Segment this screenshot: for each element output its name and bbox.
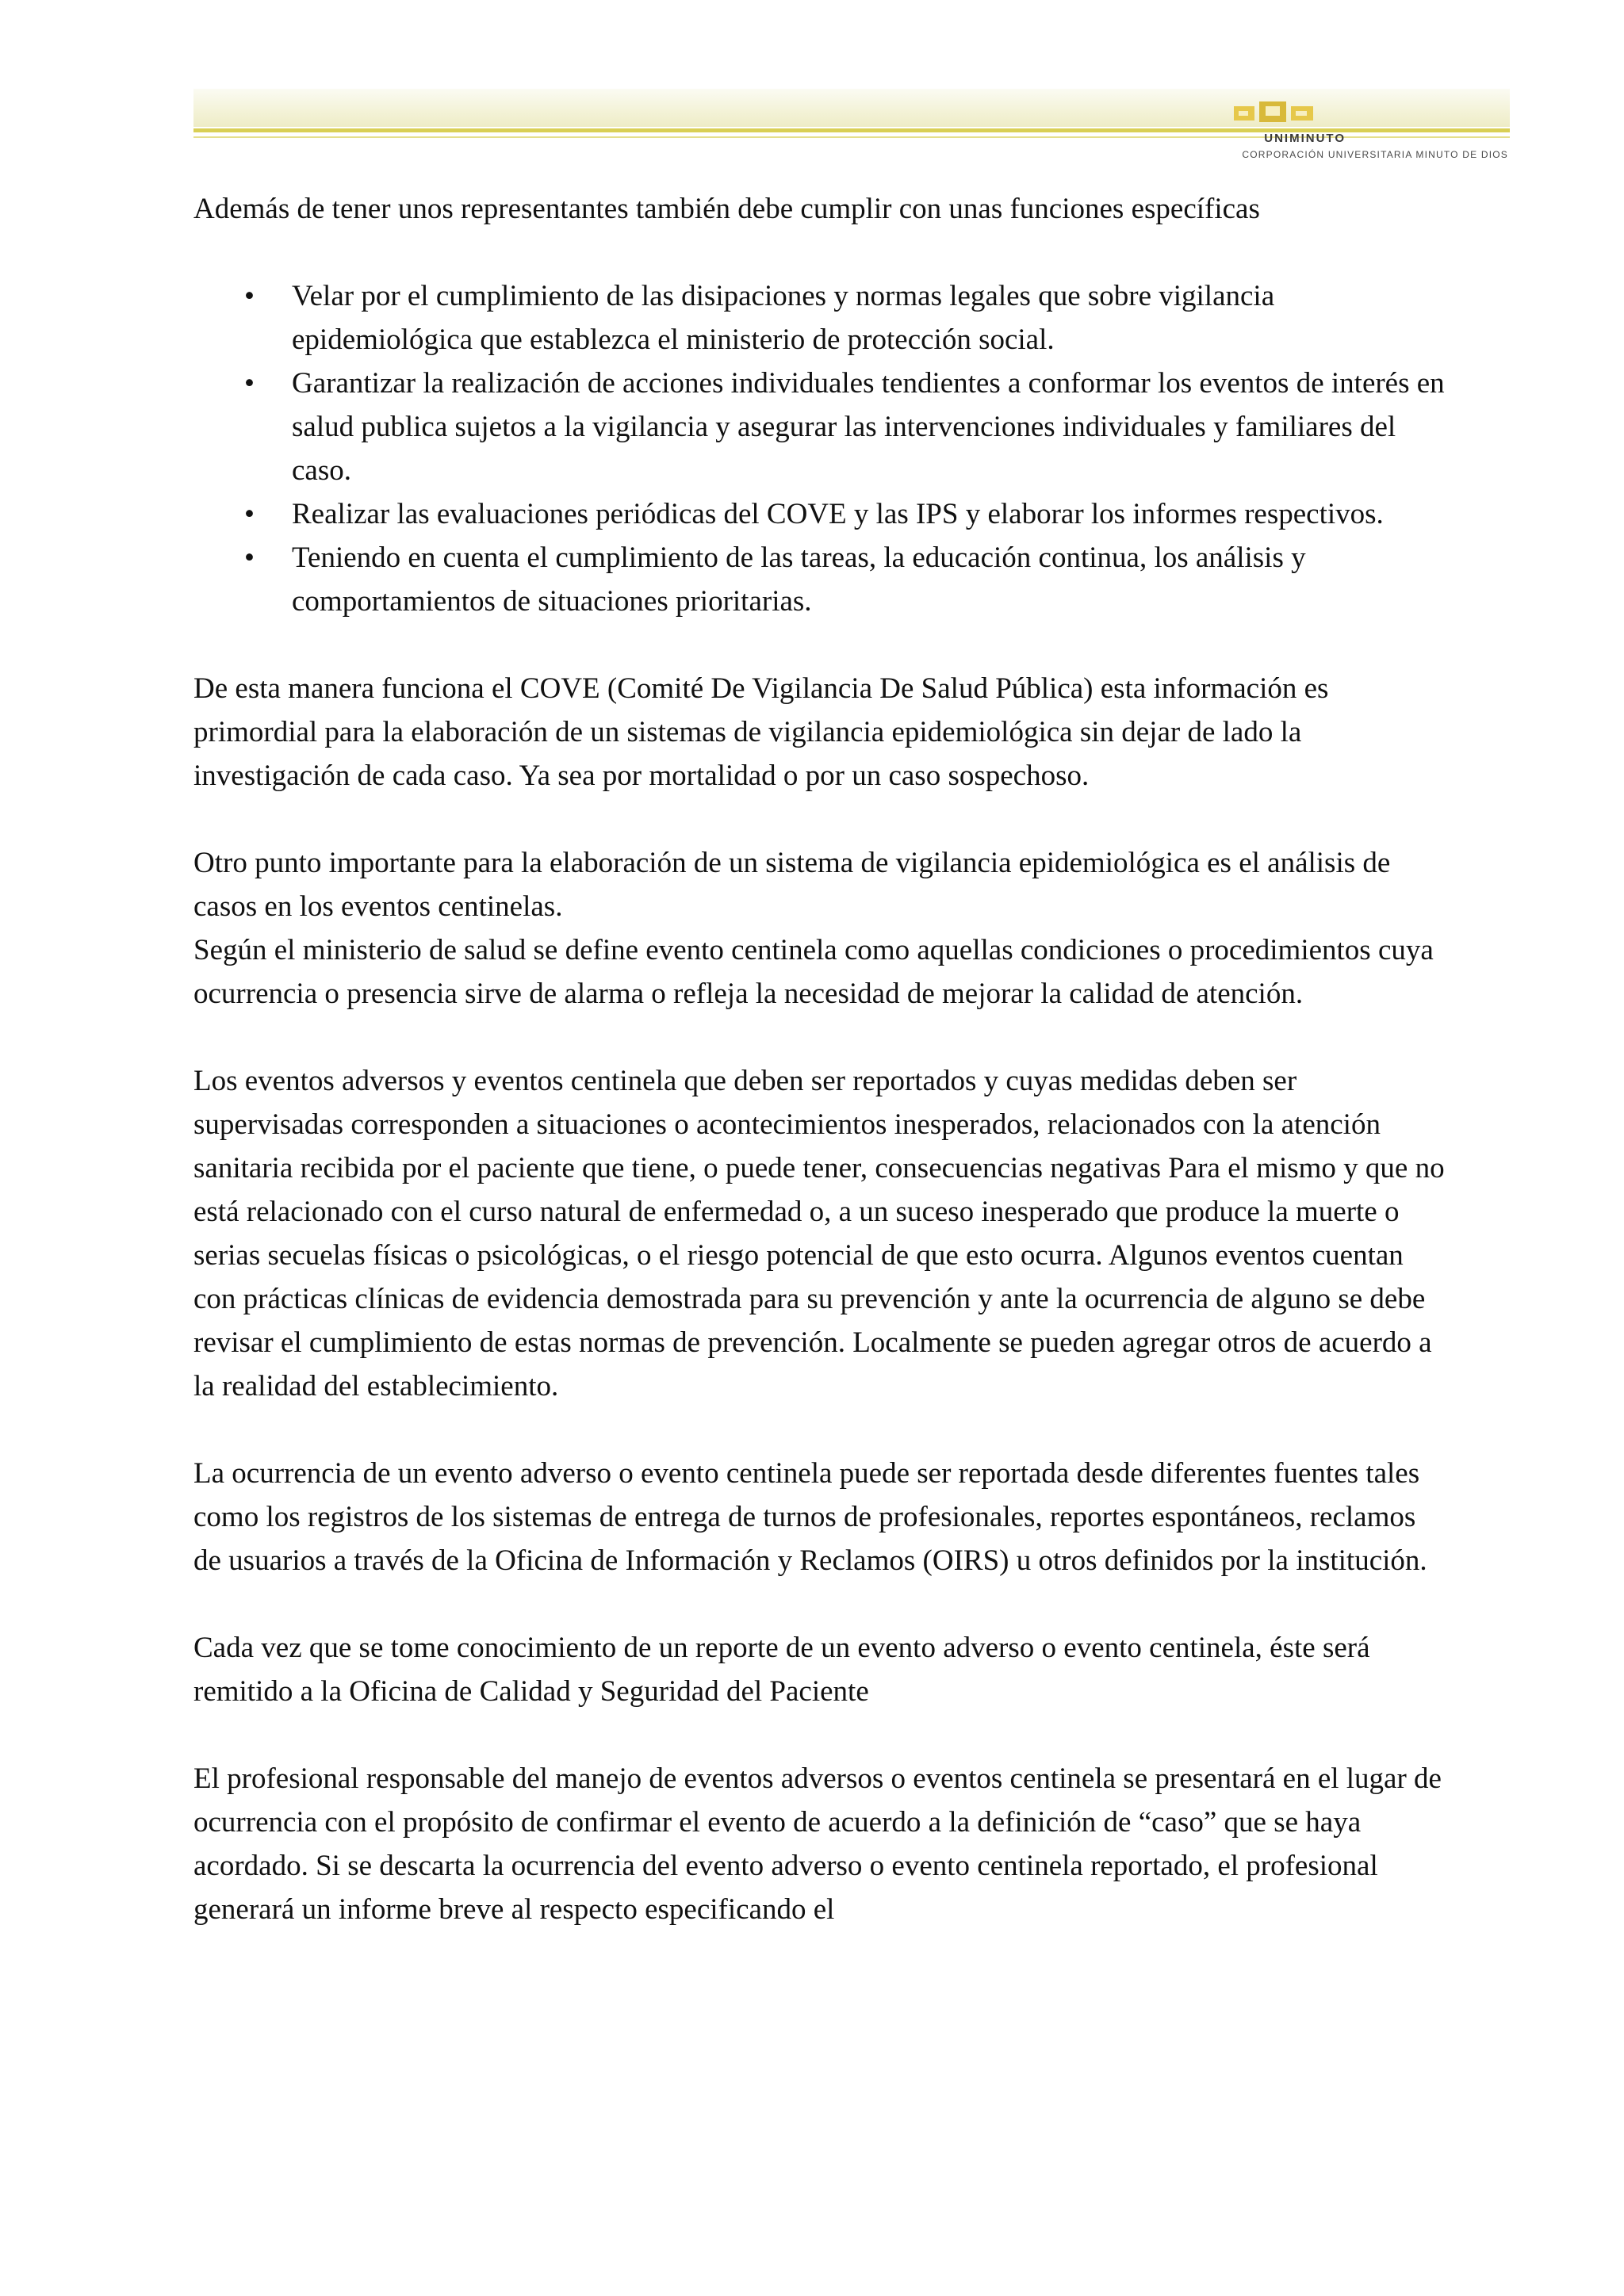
list-item xyxy=(193,536,1446,623)
paragraph-cove: De esta manera funciona el COVE (Comité De Vigilancia De Salud Pública) esta información es primordial para la elaboración de un sistemas de vigilancia epidemiológica sin dejar de lado la investigación de cada caso. Ya sea por mortalidad o por un caso sospechoso. xyxy=(193,672,1329,792)
uniminuto-logo xyxy=(1064,92,1508,168)
list-item-text: Garantizar la realización de acciones individuales tendientes a conformar los eventos de interés en salud publica sujetos a la vigilancia y asegurar las intervenciones individuales y familiares del caso. xyxy=(292,367,1445,487)
list-item-text: Realizar las evaluaciones periódicas del COVE y las IPS y elaborar los informes respectivos. xyxy=(292,498,1384,530)
logo-mark-icon xyxy=(1231,98,1326,125)
logo-subtitle: CORPORACIÓN UNIVERSITARIA MINUTO DE DIOS xyxy=(1242,149,1508,160)
document-body xyxy=(193,187,1446,1931)
list-item xyxy=(193,492,1446,536)
intro-paragraph: Además de tener unos representantes también debe cumplir con unas funciones específicas xyxy=(193,193,1260,225)
paragraph-adverse-events: Los eventos adversos y eventos centinela que deben ser reportados y cuyas medidas deben ser supervisadas corresponden a situaciones o acontecimientos inesperados, relacionados con la atención sanitaria recibida por el paciente que tiene, o puede tener, consecuencias negativas Para el mismo y que no está relacionado con el curso natural de enfermedad o, a un suceso inesperado que produce la muerte o serias secuelas físicas o psicológicas, o el riesgo potencial de que esto ocurra. Algunos eventos cuentan con prácticas clínicas de evidencia demostrada para su prevención y ante la ocurrencia de alguno se debe revisar el cumplimiento de estas normas de prevención. Localmente se pueden agregar otros de acuerdo a la realidad del establecimiento. xyxy=(193,1065,1445,1402)
paragraph-sentinel-events: Otro punto importante para la elaboración de un sistema de vigilancia epidemiológica es el análisis de casos en los eventos centinelas. xyxy=(193,847,1391,923)
page-header xyxy=(193,89,1510,168)
bullet-icon: • xyxy=(244,498,255,530)
functions-list xyxy=(193,274,1446,623)
logo-name: UNIMINUTO xyxy=(1264,132,1346,145)
list-item-text: Velar por el cumplimiento de las disipaciones y normas legales que sobre vigilancia epidemiológica que establezca el ministerio de protección social. xyxy=(292,280,1275,356)
bullet-icon: • xyxy=(244,541,255,574)
paragraph-quality-office: Cada vez que se tome conocimiento de un reporte de un evento adverso o evento centinela, éste será remitido a la Oficina de Calidad y Seguridad del Paciente xyxy=(193,1632,1370,1708)
paragraph-reporting-sources: La ocurrencia de un evento adverso o evento centinela puede ser reportada desde diferentes fuentes tales como los registros de los sistemas de entrega de turnos de profesionales, reportes espontáneos, reclamos de usuarios a través de la Oficina de Información y Reclamos (OIRS) u otros definidos por la institución. xyxy=(193,1457,1427,1577)
bullet-icon: • xyxy=(244,280,255,312)
bullet-icon: • xyxy=(244,367,255,400)
paragraph-sentinel-definition: Según el ministerio de salud se define evento centinela como aquellas condiciones o procedimientos cuya ocurrencia o presencia sirve de alarma o refleja la necesidad de mejorar la calidad de atención. xyxy=(193,934,1434,1010)
list-item xyxy=(193,274,1446,362)
list-item xyxy=(193,362,1446,492)
paragraph-professional: El profesional responsable del manejo de eventos adversos o eventos centinela se presentará en el lugar de ocurrencia con el propósito de confirmar el evento de acuerdo a la definición de “caso” que se haya acordado. Si se descarta la ocurrencia del evento adverso o evento centinela reportado, el profesional generará un informe breve al respecto especificando el xyxy=(193,1762,1442,1926)
list-item-text: Teniendo en cuenta el cumplimiento de las tareas, la educación continua, los análisis y comportamientos de situaciones prioritarias. xyxy=(292,541,1306,618)
